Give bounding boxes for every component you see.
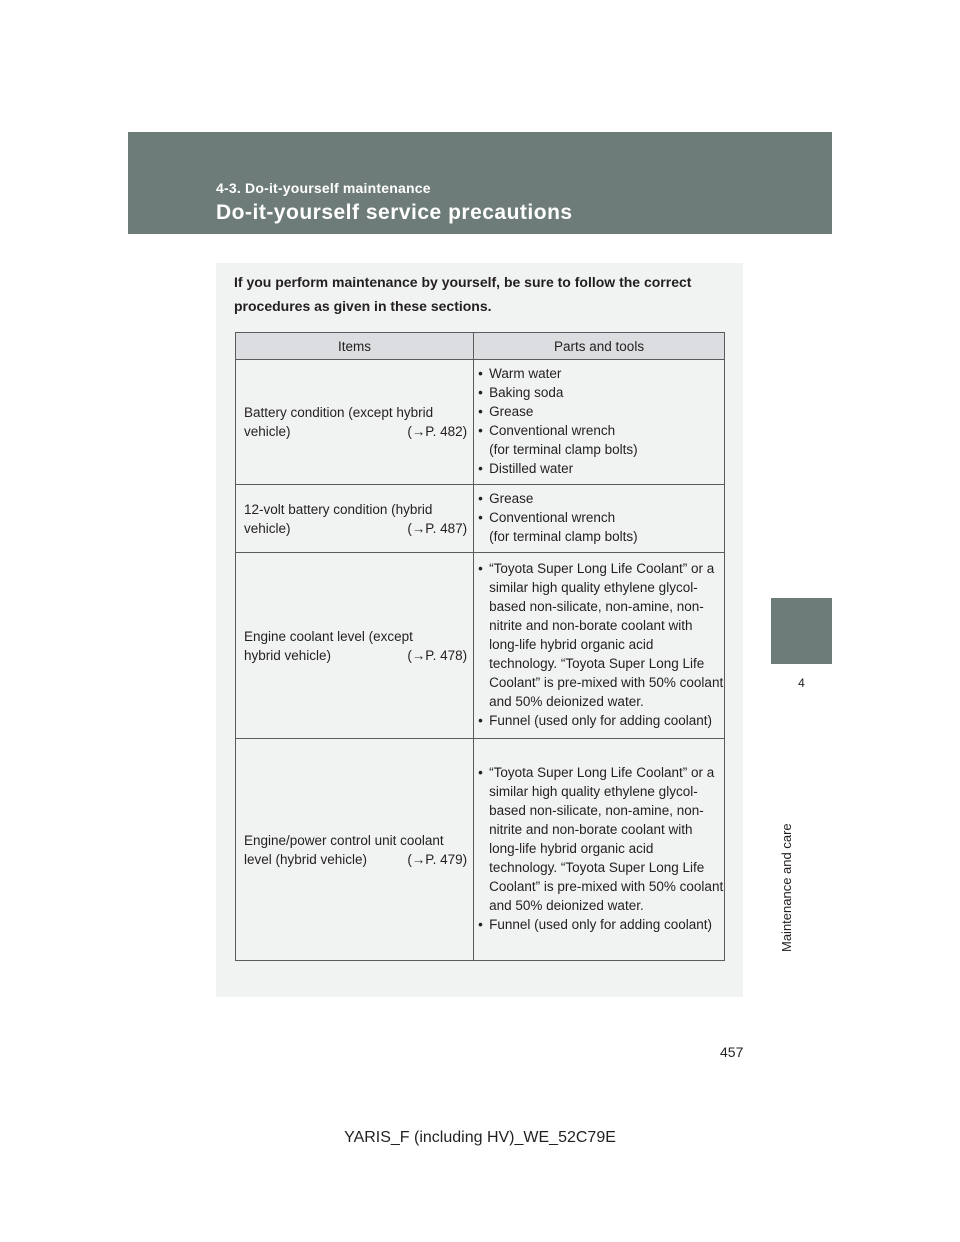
item-name: Battery condition (except hybrid (244, 405, 434, 420)
list-item: • Conventional wrench (for terminal clamp bolts) (478, 421, 724, 459)
part-text: Conventional wrench (489, 423, 616, 438)
list-item: • Grease (478, 404, 534, 419)
item-name: 12-volt battery condition (hybrid (244, 501, 433, 517)
chapter-label: Maintenance and care (779, 823, 794, 952)
part-text: Distilled water (489, 461, 574, 476)
page-reference: (→P. 482) (407, 424, 468, 439)
item-name: Engine/power control unit coolant (244, 832, 444, 848)
part-text: “Toyota Super Long Life Coolant” or a similar high quality ethylene glycol-based non-silicate, non-amine, non-nitrite and non-borate coolant with long-life hybrid organic acid technology. “Toyota Super Long Life Coolant” is pre-mixed with 50% coolant and 50% deionized water. (489, 765, 724, 913)
part-text: Grease (489, 491, 534, 506)
page-title: Do-it-yourself service precautions (216, 201, 573, 224)
parts-cell (474, 360, 725, 485)
item-name-cont: vehicle) (244, 424, 291, 439)
table-header-row (236, 333, 725, 360)
column-header-parts: Parts and tools (474, 333, 725, 360)
intro-text: If you perform maintenance by yourself, be sure to follow the correct procedures as given in these sections. (234, 274, 692, 314)
parts-tools-table (235, 332, 725, 961)
part-text: Grease (489, 404, 534, 419)
part-text: Conventional wrench (489, 510, 616, 525)
list-item: • Grease (478, 491, 534, 506)
page-reference: (→P. 479) (407, 851, 468, 867)
column-header-items: Items (236, 333, 474, 360)
list-item: • “Toyota Super Long Life Coolant” or a similar high quality ethylene glycol-based non-silicate, non-amine, non-nitrite and non-borate coolant with long-life hybrid organic acid technology. “Toyota Super Long Life Coolant” is pre-mixed with 50% coolant and 50% deionized water. (478, 765, 724, 913)
part-text: Funnel (used only for adding coolant) (489, 917, 712, 932)
part-subtext: (for terminal clamp bolts) (489, 529, 638, 544)
list-item: • Funnel (used only for adding coolant) (478, 917, 712, 932)
item-name-cont: level (hybrid vehicle) (244, 851, 368, 867)
section-label: 4-3. Do-it-yourself maintenance (216, 180, 431, 196)
part-text: Baking soda (489, 385, 564, 400)
list-item: • Conventional wrench (for terminal clamp bolts) (478, 508, 724, 546)
list-item: • Warm water (478, 366, 562, 381)
page-reference: (→P. 478) (407, 647, 468, 663)
document-footer: YARIS_F (including HV)_WE_52C79E (344, 1129, 616, 1146)
chapter-number: 4 (798, 676, 805, 690)
part-subtext: (for terminal clamp bolts) (489, 442, 638, 457)
item-cell (236, 553, 474, 739)
item-name-cont: hybrid vehicle) (244, 647, 332, 663)
table-body (236, 360, 725, 961)
table-row (236, 485, 725, 553)
list-item: • Baking soda (478, 385, 564, 400)
section-header (128, 132, 832, 234)
parts-cell (474, 739, 725, 961)
table-row (236, 360, 725, 485)
part-text: Funnel (used only for adding coolant) (489, 713, 712, 728)
part-text: Warm water (489, 366, 562, 381)
list-item: • Funnel (used only for adding coolant) (478, 713, 712, 728)
item-name-cont: vehicle) (244, 520, 291, 536)
page-number: 457 (720, 1044, 744, 1060)
item-name: Engine coolant level (except (244, 628, 413, 644)
item-cell (236, 485, 474, 553)
list-item: • “Toyota Super Long Life Coolant” or a similar high quality ethylene glycol-based non-silicate, non-amine, non-nitrite and non-borate coolant with long-life hybrid organic acid technology. “Toyota Super Long Life Coolant” is pre-mixed with 50% coolant and 50% deionized water. (478, 561, 724, 709)
table-row (236, 739, 725, 961)
part-text: “Toyota Super Long Life Coolant” or a similar high quality ethylene glycol-based non-silicate, non-amine, non-nitrite and non-borate coolant with long-life hybrid organic acid technology. “Toyota Super Long Life Coolant” is pre-mixed with 50% coolant and 50% deionized water. (489, 561, 724, 709)
parts-cell (474, 485, 725, 553)
chapter-side-tab (771, 598, 832, 664)
list-item: • Distilled water (478, 461, 574, 476)
item-cell (236, 739, 474, 961)
table-row (236, 553, 725, 739)
page-reference: (→P. 487) (407, 520, 468, 536)
item-cell (236, 360, 474, 485)
parts-cell (474, 553, 725, 739)
